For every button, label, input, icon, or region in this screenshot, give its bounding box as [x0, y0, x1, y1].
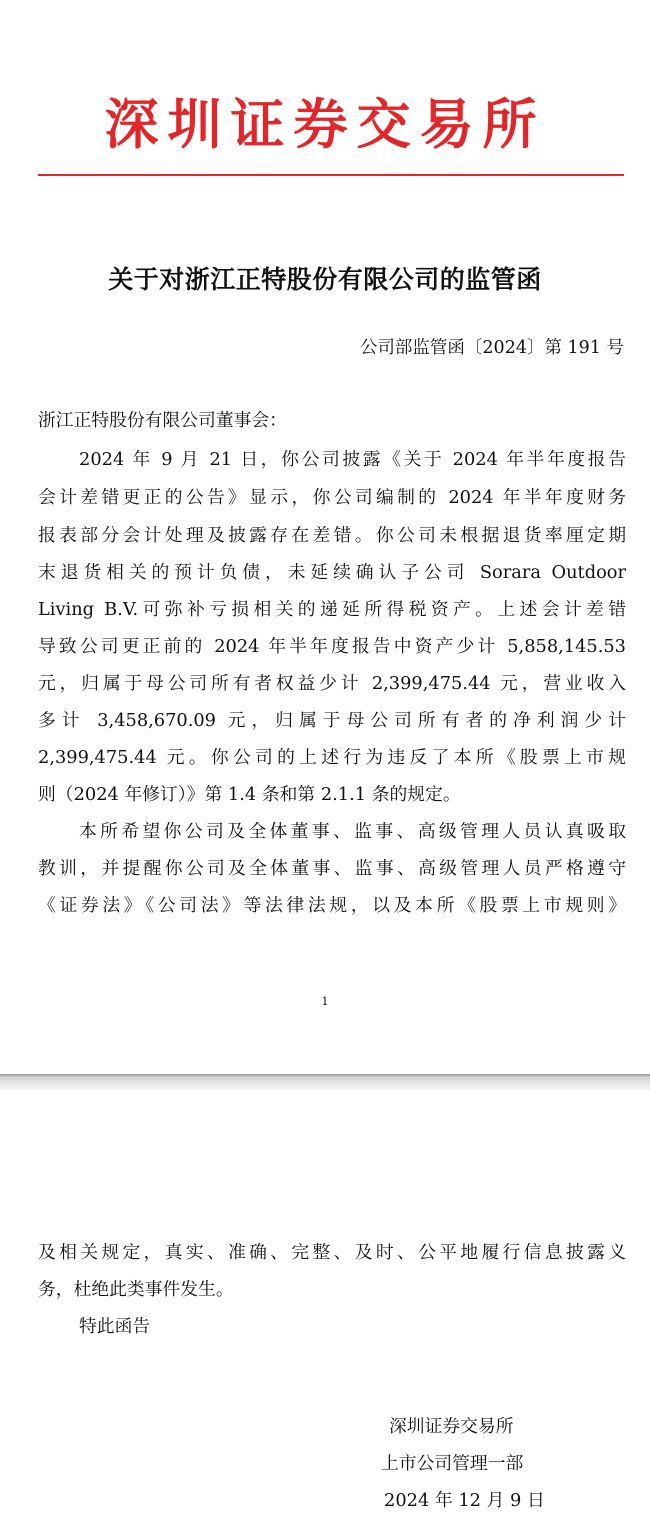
paragraph-2-continued-line: 务，杜绝此类事件发生。 — [38, 1279, 234, 1300]
paragraph-2-line: 教训，并提醒你公司及全体董事、监事、高级管理人员严格遵守 — [38, 858, 626, 879]
paragraph-1-line: 元，归属于母公司所有者权益少计 2,399,475.44 元，营业收入 — [38, 673, 626, 694]
letterhead-org-name: 深圳证券交易所 — [104, 92, 546, 156]
paragraph-1-line: 多计 3,458,670.09 元，归属于母公司所有者的净利润少计 — [38, 710, 626, 731]
document-page-2 — [0, 1090, 650, 1534]
paragraph-1-line: 则（2024 年修订）》第 1.4 条和第 2.1.1 条的规定。 — [38, 784, 461, 805]
addressee: 浙江正特股份有限公司董事会： — [38, 410, 287, 431]
paragraph-2-line: 本所希望你公司及全体董事、监事、高级管理人员认真吸取 — [79, 821, 626, 842]
letter-reference-number: 公司部监管函〔2024〕第 191 号 — [359, 338, 624, 358]
paragraph-1-line: Living B.V.可弥补亏损相关的递延所得税资产。上述会计差错 — [38, 599, 626, 620]
closing-phrase: 特此函告 — [79, 1316, 151, 1337]
signature-department: 上市公司管理一部 — [381, 1453, 524, 1474]
paragraph-2-continued-line: 及相关规定，真实、准确、完整、及时、公平地履行信息披露义 — [38, 1242, 626, 1263]
page-break-separator — [0, 1074, 650, 1090]
paragraph-2-line: 《证券法》《公司法》等法律法规，以及本所《股票上市规则》 — [38, 895, 626, 916]
signature-date: 2024 年 12 月 9 日 — [384, 1490, 545, 1511]
paragraph-1-line: 末退货相关的预计负债，未延续确认子公司 Sorara Outdoor — [38, 562, 626, 583]
paragraph-1-line: 2024 年 9 月 21 日，你公司披露《关于 2024 年半年度报告 — [79, 449, 626, 470]
page-number: 1 — [321, 995, 329, 1008]
paragraph-1-line: 2,399,475.44 元。你公司的上述行为违反了本所《股票上市规 — [38, 747, 626, 768]
paragraph-1-line: 会计差错更正的公告》显示，你公司编制的 2024 年半年度财务 — [38, 487, 626, 508]
paragraph-1-line: 导致公司更正前的 2024 年半年度报告中资产少计 5,858,145.53 — [38, 636, 626, 657]
letterhead-red-rule — [38, 174, 624, 176]
letter-title: 关于对浙江正特股份有限公司的监管函 — [108, 265, 542, 294]
signature-org: 深圳证券交易所 — [389, 1416, 514, 1437]
paragraph-1-line: 报表部分会计处理及披露存在差错。你公司未根据退货率厘定期 — [38, 525, 626, 546]
